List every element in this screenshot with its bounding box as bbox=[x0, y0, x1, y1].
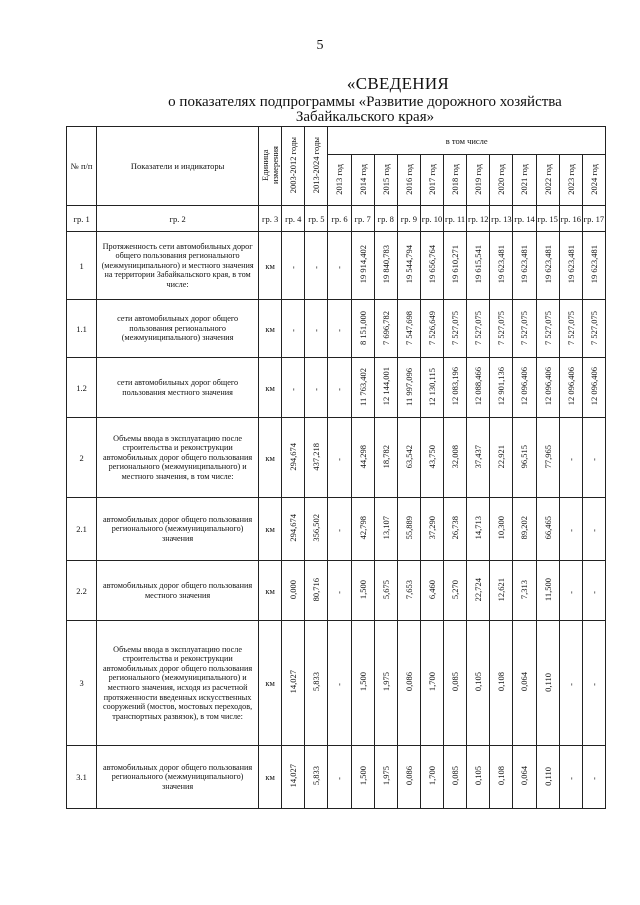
value-cell: 0,108 bbox=[490, 746, 513, 809]
value-cell: 7 527,075 bbox=[444, 300, 467, 358]
value-cell: - bbox=[282, 300, 305, 358]
header-year: 2022 год bbox=[536, 155, 559, 206]
group-number: гр. 13 bbox=[490, 206, 513, 232]
value-cell: 294,674 bbox=[282, 498, 305, 561]
value-cell: 43,750 bbox=[420, 418, 443, 498]
value-cell: - bbox=[582, 621, 605, 746]
value-cell: - bbox=[328, 300, 351, 358]
value-cell: 12 096,406 bbox=[513, 358, 536, 418]
unit-cell: км bbox=[259, 621, 282, 746]
value-cell: 63,542 bbox=[397, 418, 420, 498]
group-number: гр. 3 bbox=[259, 206, 282, 232]
value-cell: - bbox=[305, 358, 328, 418]
document-subtitle-cont: Забайкальского края» bbox=[295, 109, 435, 125]
value-cell: - bbox=[305, 300, 328, 358]
value-cell: - bbox=[582, 746, 605, 809]
value-cell: 7 547,698 bbox=[397, 300, 420, 358]
value-cell: - bbox=[559, 418, 582, 498]
group-number: гр. 5 bbox=[305, 206, 328, 232]
value-cell: 12 096,406 bbox=[582, 358, 605, 418]
value-cell: 8 151,000 bbox=[351, 300, 374, 358]
unit-cell: км bbox=[259, 418, 282, 498]
value-cell: 19 623,481 bbox=[513, 232, 536, 300]
row-number: 2.1 bbox=[67, 498, 97, 561]
header-year: 2024 год bbox=[582, 155, 605, 206]
header-including: в том числе bbox=[328, 127, 606, 155]
value-cell: 37,437 bbox=[467, 418, 490, 498]
value-cell: 22,921 bbox=[490, 418, 513, 498]
unit-cell: км bbox=[259, 232, 282, 300]
document-title: «СВЕДЕНИЯ bbox=[346, 74, 450, 93]
value-cell: 37,290 bbox=[420, 498, 443, 561]
unit-cell: км bbox=[259, 498, 282, 561]
value-cell: 32,008 bbox=[444, 418, 467, 498]
value-cell: 14,027 bbox=[282, 746, 305, 809]
header-year: 2014 год bbox=[351, 155, 374, 206]
row-number: 1.1 bbox=[67, 300, 97, 358]
header-year: 2023 год bbox=[559, 155, 582, 206]
value-cell: 0,108 bbox=[490, 621, 513, 746]
value-cell: 10,300 bbox=[490, 498, 513, 561]
value-cell: 1,700 bbox=[420, 746, 443, 809]
indicator-name: сети автомобильных дорог общего пользования местного значения bbox=[97, 358, 259, 418]
value-cell: 89,202 bbox=[513, 498, 536, 561]
value-cell: 19 610,271 bbox=[444, 232, 467, 300]
value-cell: - bbox=[559, 746, 582, 809]
value-cell: 77,965 bbox=[536, 418, 559, 498]
value-cell: - bbox=[582, 561, 605, 621]
row-number: 3 bbox=[67, 621, 97, 746]
table-row bbox=[67, 621, 606, 746]
value-cell: 1,500 bbox=[351, 561, 374, 621]
value-cell: 7 527,075 bbox=[490, 300, 513, 358]
value-cell: 44,298 bbox=[351, 418, 374, 498]
value-cell: 7 526,649 bbox=[420, 300, 443, 358]
value-cell: 14,713 bbox=[467, 498, 490, 561]
value-cell: 7,653 bbox=[397, 561, 420, 621]
indicator-name: автомобильных дорог общего пользования местного значения bbox=[97, 561, 259, 621]
header-year: 2017 год bbox=[420, 155, 443, 206]
header-num: № п/п bbox=[67, 127, 97, 206]
value-cell: 1,700 bbox=[420, 621, 443, 746]
indicator-name: автомобильных дорог общего пользования регионального (межмуниципального) значения bbox=[97, 746, 259, 809]
table-row bbox=[67, 232, 606, 300]
header-unit: Единица измерения bbox=[259, 127, 282, 206]
value-cell: 19 623,481 bbox=[490, 232, 513, 300]
value-cell: 18,782 bbox=[374, 418, 397, 498]
value-cell: 12 083,196 bbox=[444, 358, 467, 418]
value-cell: 7 527,075 bbox=[536, 300, 559, 358]
value-cell: 7 527,075 bbox=[559, 300, 582, 358]
value-cell: 294,674 bbox=[282, 418, 305, 498]
value-cell: 12 130,115 bbox=[420, 358, 443, 418]
group-number: гр. 17 bbox=[582, 206, 605, 232]
group-number: гр. 16 bbox=[559, 206, 582, 232]
header-period-2013-2024: 2013-2024 годы bbox=[305, 127, 328, 206]
value-cell: - bbox=[328, 621, 351, 746]
value-cell: 19 914,402 bbox=[351, 232, 374, 300]
value-cell: 0,085 bbox=[444, 746, 467, 809]
value-cell: 13,107 bbox=[374, 498, 397, 561]
value-cell: 7 696,782 bbox=[374, 300, 397, 358]
unit-cell: км bbox=[259, 358, 282, 418]
value-cell: 19 544,794 bbox=[397, 232, 420, 300]
value-cell: 19 615,541 bbox=[467, 232, 490, 300]
value-cell: 11 763,402 bbox=[351, 358, 374, 418]
value-cell: 1,975 bbox=[374, 746, 397, 809]
value-cell: 5,675 bbox=[374, 561, 397, 621]
value-cell: 12 901,136 bbox=[490, 358, 513, 418]
indicator-name: автомобильных дорог общего пользования регионального (межмуниципального) значения bbox=[97, 498, 259, 561]
value-cell: 1,975 bbox=[374, 621, 397, 746]
value-cell: 11 997,096 bbox=[397, 358, 420, 418]
group-number: гр. 2 bbox=[97, 206, 259, 232]
value-cell: 0,105 bbox=[467, 621, 490, 746]
value-cell: - bbox=[582, 418, 605, 498]
indicators-table bbox=[66, 126, 606, 809]
value-cell: 1,500 bbox=[351, 746, 374, 809]
table-row bbox=[67, 498, 606, 561]
indicator-name: Объемы ввода в эксплуатацию после строительства и реконструкции автомобильных дорог общего пользования регионального (межмуниципального) и местного значения, исходя из расчетной протяженности введенных искусственных сооружений (мостов, мостовых переходов, транспортных развязок), в том числе: bbox=[97, 621, 259, 746]
value-cell: - bbox=[282, 232, 305, 300]
value-cell: 6,460 bbox=[420, 561, 443, 621]
value-cell: 12 088,466 bbox=[467, 358, 490, 418]
value-cell: - bbox=[559, 498, 582, 561]
group-number: гр. 14 bbox=[513, 206, 536, 232]
value-cell: 0,110 bbox=[536, 746, 559, 809]
value-cell: 0,086 bbox=[397, 621, 420, 746]
value-cell: 437,218 bbox=[305, 418, 328, 498]
value-cell: 0,110 bbox=[536, 621, 559, 746]
value-cell: - bbox=[559, 621, 582, 746]
header-year: 2020 год bbox=[490, 155, 513, 206]
value-cell: 0,064 bbox=[513, 621, 536, 746]
value-cell: 5,270 bbox=[444, 561, 467, 621]
value-cell: 0,086 bbox=[397, 746, 420, 809]
value-cell: - bbox=[305, 232, 328, 300]
value-cell: 7,313 bbox=[513, 561, 536, 621]
page-number: 5 bbox=[316, 38, 324, 53]
value-cell: - bbox=[282, 358, 305, 418]
table-row bbox=[67, 358, 606, 418]
group-number: гр. 12 bbox=[467, 206, 490, 232]
document-subtitle: о показателях подпрограммы «Развитие дорожного хозяйства bbox=[168, 94, 562, 110]
value-cell: 0,064 bbox=[513, 746, 536, 809]
group-number: гр. 8 bbox=[374, 206, 397, 232]
header-period-2003-2012: 2003-2012 годы bbox=[282, 127, 305, 206]
value-cell: 5,833 bbox=[305, 746, 328, 809]
unit-cell: км bbox=[259, 746, 282, 809]
group-number: гр. 6 bbox=[328, 206, 351, 232]
unit-cell: км bbox=[259, 300, 282, 358]
value-cell: 1,500 bbox=[351, 621, 374, 746]
row-number: 1 bbox=[67, 232, 97, 300]
value-cell: 5,833 bbox=[305, 621, 328, 746]
value-cell: - bbox=[559, 561, 582, 621]
group-number: гр. 15 bbox=[536, 206, 559, 232]
group-number: гр. 9 bbox=[397, 206, 420, 232]
value-cell: 12 096,406 bbox=[559, 358, 582, 418]
value-cell: 356,502 bbox=[305, 498, 328, 561]
value-cell: 19 623,481 bbox=[536, 232, 559, 300]
unit-cell: км bbox=[259, 561, 282, 621]
group-number: гр. 1 bbox=[67, 206, 97, 232]
header-year: 2013 год bbox=[328, 155, 351, 206]
value-cell: - bbox=[328, 561, 351, 621]
indicator-name: Протяженность сети автомобильных дорог общего пользования регионального (межмуниципального) и местного значения на территории Забайкальского края, в том числе: bbox=[97, 232, 259, 300]
value-cell: 12 096,406 bbox=[536, 358, 559, 418]
value-cell: 26,738 bbox=[444, 498, 467, 561]
header-indicator: Показатели и индикаторы bbox=[97, 127, 259, 206]
value-cell: 19 840,783 bbox=[374, 232, 397, 300]
value-cell: 12 144,001 bbox=[374, 358, 397, 418]
value-cell: 66,465 bbox=[536, 498, 559, 561]
value-cell: 19 656,764 bbox=[420, 232, 443, 300]
value-cell: - bbox=[328, 418, 351, 498]
table-row bbox=[67, 561, 606, 621]
value-cell: 7 527,075 bbox=[582, 300, 605, 358]
value-cell: - bbox=[328, 498, 351, 561]
value-cell: 0,000 bbox=[282, 561, 305, 621]
row-number: 2.2 bbox=[67, 561, 97, 621]
header-year: 2018 год bbox=[444, 155, 467, 206]
value-cell: - bbox=[328, 232, 351, 300]
group-number: гр. 7 bbox=[351, 206, 374, 232]
value-cell: 0,085 bbox=[444, 621, 467, 746]
indicator-name: Объемы ввода в эксплуатацию после строительства и реконструкции автомобильных дорог общего пользования регионального (межмуниципального) и местного значения, в том числе: bbox=[97, 418, 259, 498]
table-row bbox=[67, 300, 606, 358]
table-row bbox=[67, 746, 606, 809]
group-number: гр. 11 bbox=[444, 206, 467, 232]
header-year: 2015 год bbox=[374, 155, 397, 206]
value-cell: 96,515 bbox=[513, 418, 536, 498]
value-cell: 0,105 bbox=[467, 746, 490, 809]
table-row bbox=[67, 418, 606, 498]
value-cell: 14,027 bbox=[282, 621, 305, 746]
value-cell: 12,621 bbox=[490, 561, 513, 621]
value-cell: 7 527,075 bbox=[467, 300, 490, 358]
value-cell: 19 623,481 bbox=[582, 232, 605, 300]
group-number: гр. 4 bbox=[282, 206, 305, 232]
value-cell: 11,500 bbox=[536, 561, 559, 621]
value-cell: 42,798 bbox=[351, 498, 374, 561]
value-cell: - bbox=[328, 358, 351, 418]
header-year: 2016 год bbox=[397, 155, 420, 206]
value-cell: - bbox=[582, 498, 605, 561]
header-year: 2019 год bbox=[467, 155, 490, 206]
row-number: 3.1 bbox=[67, 746, 97, 809]
header-year: 2021 год bbox=[513, 155, 536, 206]
value-cell: 22,724 bbox=[467, 561, 490, 621]
row-number: 1.2 bbox=[67, 358, 97, 418]
group-number: гр. 10 bbox=[420, 206, 443, 232]
row-number: 2 bbox=[67, 418, 97, 498]
indicator-name: сети автомобильных дорог общего пользования регионального (межмуниципального) значения bbox=[97, 300, 259, 358]
value-cell: 80,716 bbox=[305, 561, 328, 621]
value-cell: 7 527,075 bbox=[513, 300, 536, 358]
value-cell: 55,889 bbox=[397, 498, 420, 561]
value-cell: - bbox=[328, 746, 351, 809]
value-cell: 19 623,481 bbox=[559, 232, 582, 300]
